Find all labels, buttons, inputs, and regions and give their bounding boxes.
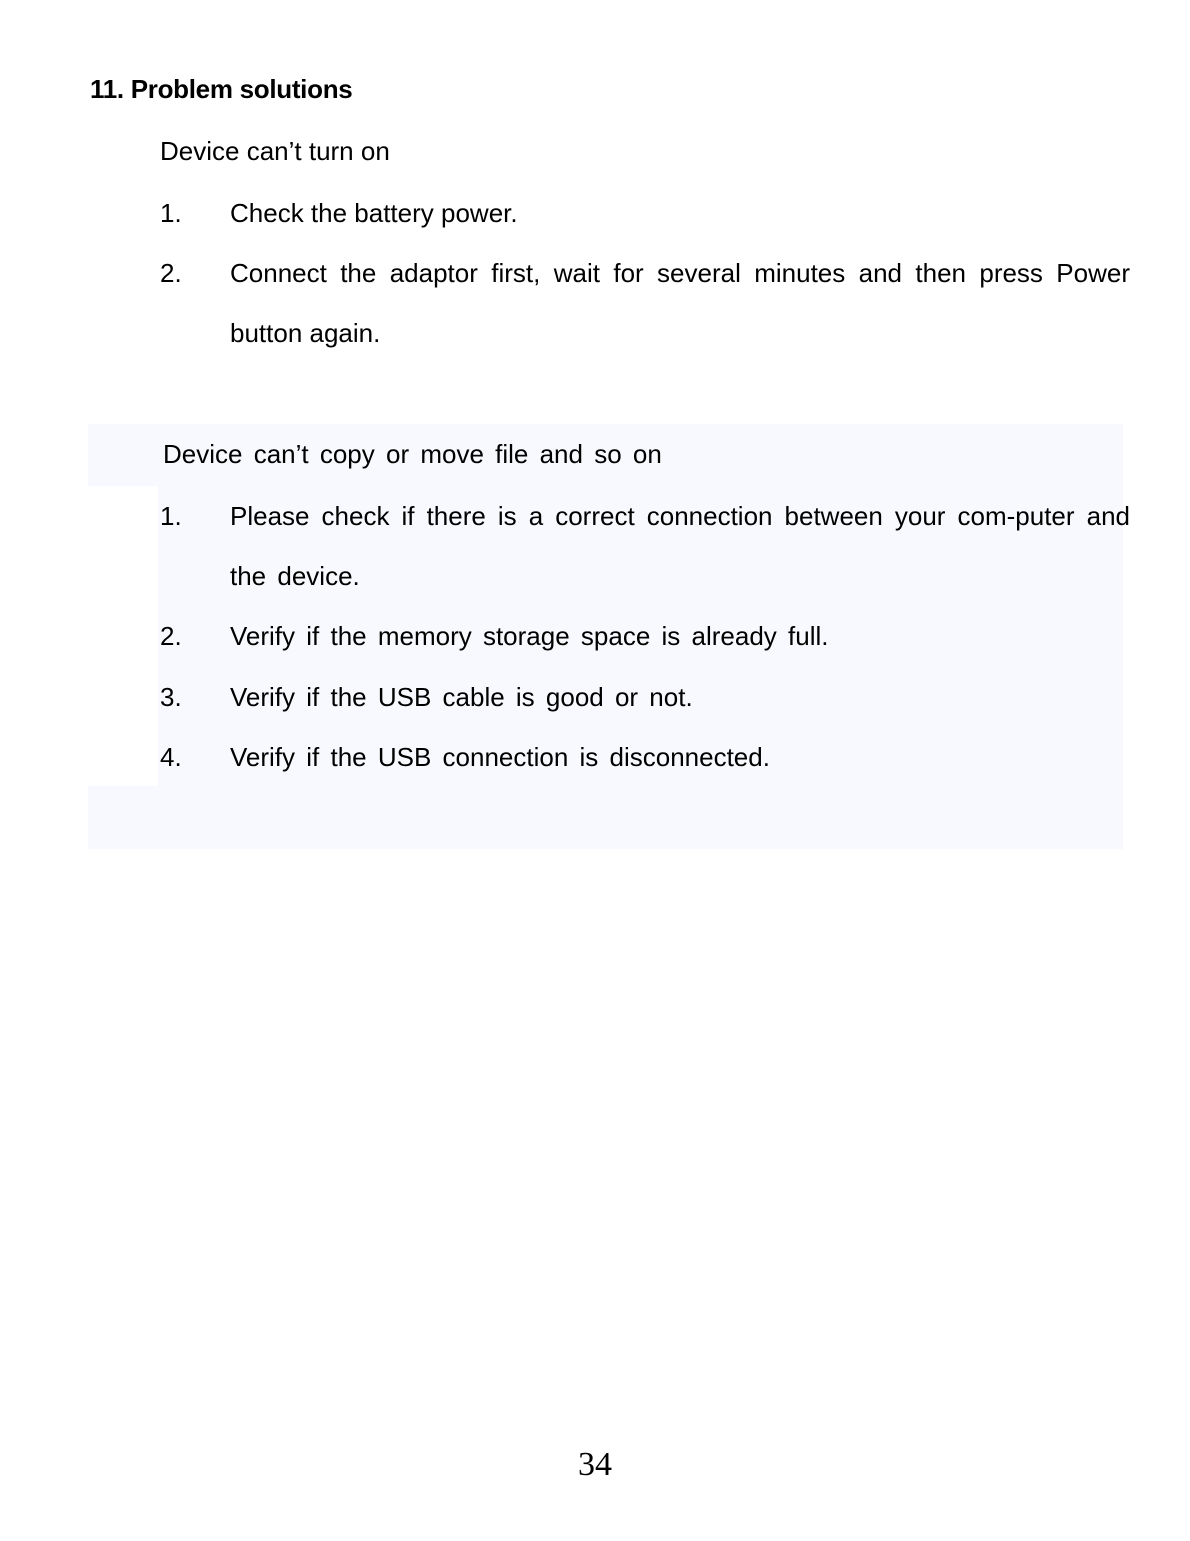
list-item-text: Connect the adaptor first, wait for several minutes and then press Power button again. — [230, 258, 1130, 348]
list-item-text: Verify if the USB connection is disconnected. — [230, 742, 770, 772]
list-item-number: 1. — [160, 198, 182, 228]
list-item-text: Verify if the memory storage space is already full. — [230, 621, 829, 651]
section-heading-turn-on: Device can’t turn on — [160, 136, 390, 166]
section-heading-copy-move: Device can’t copy or move file and so on — [163, 439, 662, 469]
page-number: 34 — [578, 1446, 612, 1483]
list-item-number: 2. — [160, 258, 182, 288]
list-item-text: Check the battery power. — [230, 198, 518, 228]
page-title: 11. Problem solutions — [90, 74, 353, 104]
shaded-region-notch — [88, 486, 158, 786]
list-item — [160, 243, 1130, 363]
list-item-number: 4. — [160, 742, 182, 772]
list-item-number: 2. — [160, 621, 182, 651]
list-item-number: 3. — [160, 682, 182, 712]
list-item-text: Verify if the USB cable is good or not. — [230, 682, 693, 712]
list-item — [160, 606, 1130, 666]
list-item — [160, 727, 1130, 787]
list-item — [160, 183, 1130, 243]
list-item — [160, 486, 1130, 606]
list-item-text: Please check if there is a correct connection between your com-puter and the device. — [230, 501, 1130, 591]
list-item — [160, 667, 1130, 727]
list-item-number: 1. — [160, 501, 182, 531]
